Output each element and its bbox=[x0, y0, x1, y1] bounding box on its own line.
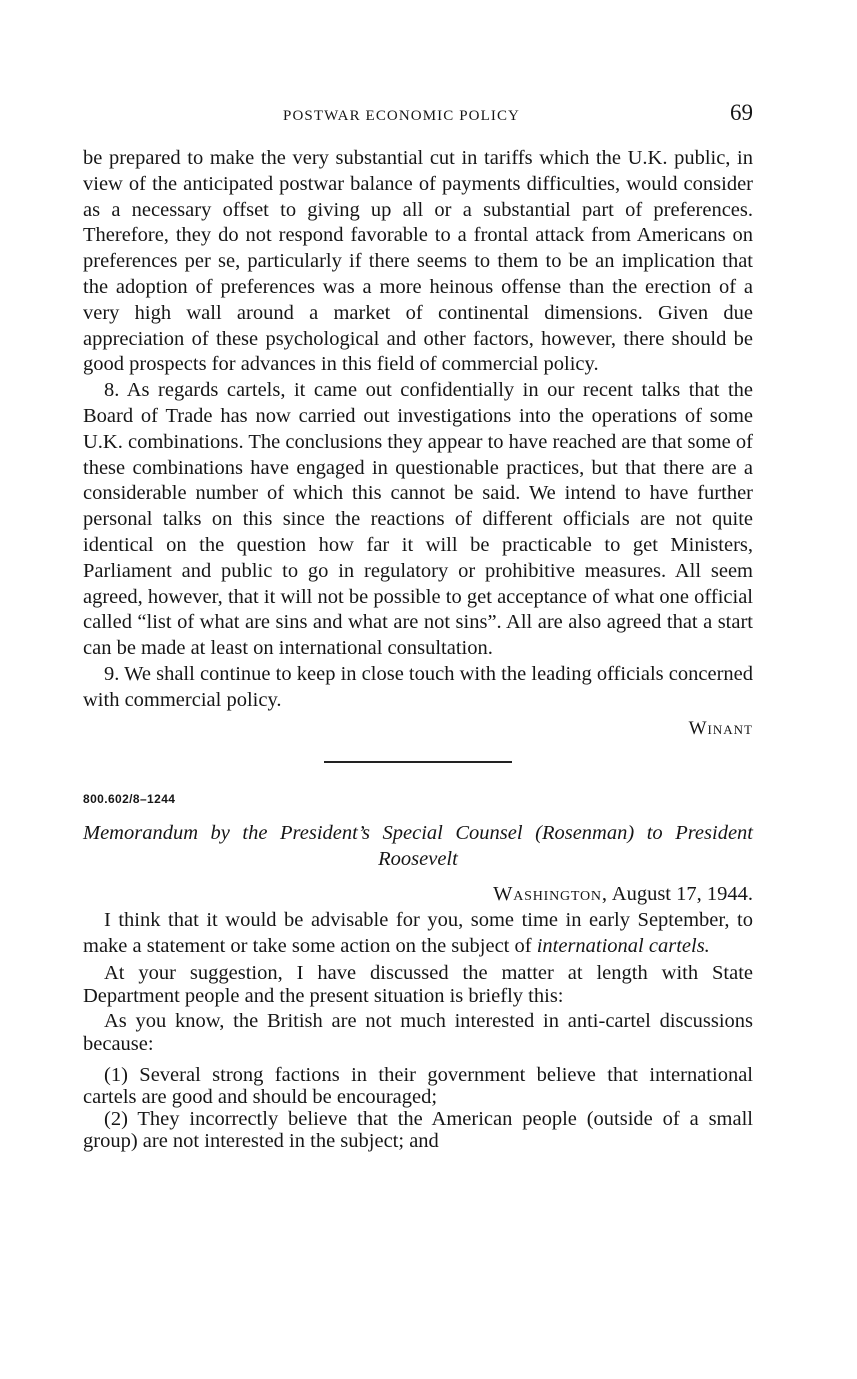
memorandum-title: Memorandum by the President’s Special Counsel (Rosenman) to President Roosevelt bbox=[83, 822, 753, 871]
paragraph-8-cartels: 8. As regards cartels, it came out confidentially in our recent talks that the Board of Trade has now carried out investigations into the operations of some U.K. combinations. The conclusions they appear to have reached are that some of these combinations have engaged in questionable practices, but that there are a considerable number of which this cannot be said. We intend to have further personal talks on this since the reactions of different officials are not quite identical on the question how far it will be practicable to get Ministers, Parliament and public to go in regulatory or prohibitive measures. All seem agreed, however, that it will not be possible to get acceptance of what one official called “list of what are sins and what are not sins”. All are also agreed that a start can be made at least on international consultation. bbox=[83, 379, 753, 660]
document-reference: 800.602/8–1244 bbox=[83, 792, 176, 807]
running-header bbox=[0, 100, 857, 134]
list-item: (2) They incorrectly believe that the American people (outside of a small group) are not interested in the subject; and bbox=[83, 1107, 753, 1152]
memo-paragraph-2: At your suggestion, I have discussed the matter at length with State Department people and the present situation is briefly this: bbox=[83, 961, 753, 1007]
section-divider bbox=[324, 761, 512, 763]
running-title: POSTWAR ECONOMIC POLICY bbox=[283, 108, 520, 124]
continued-paragraph: be prepared to make the very substantial cut in tariffs which the U.K. public, in view of the anticipated postwar balance of payments difficulties, would consider as a necessary offset to giving up all or a substantial part of preferences. Therefore, they do not respond favorable to a frontal attack from Americans on preferences per se, particularly if there seems to them to be an implication that the adoption of preferences was a more heinous offense than the erection of a very high wall around a market of continental dimensions. Given due appreciation of these psychological and other factors, however, there should be good prospects for advances in this field of commercial policy. bbox=[83, 147, 753, 376]
reasons-list bbox=[83, 1064, 753, 1152]
memo-paragraph-1-text: I think that it would be advisable for you, some time in early September, to make a statement or take some action on the subject of bbox=[83, 908, 753, 957]
page-number: 69 bbox=[730, 100, 753, 125]
dateline-date: August 17, 1944. bbox=[607, 883, 753, 906]
page-body bbox=[83, 146, 753, 1152]
list-item: (1) Several strong factions in their government believe that international cartels are good and should be encouraged; bbox=[83, 1063, 753, 1108]
paragraph-9: 9. We shall continue to keep in close touch with the leading officials concerned with commercial policy. bbox=[83, 662, 753, 711]
dateline-place: Washington, bbox=[493, 883, 608, 906]
memo-paragraph-3: As you know, the British are not much interested in anti-cartel discussions because: bbox=[83, 1009, 753, 1055]
dateline bbox=[83, 882, 753, 908]
international-cartels-emphasis: international cartels. bbox=[536, 934, 710, 957]
signature-winant: Winant bbox=[688, 717, 753, 739]
memo-paragraph-1 bbox=[83, 908, 753, 960]
